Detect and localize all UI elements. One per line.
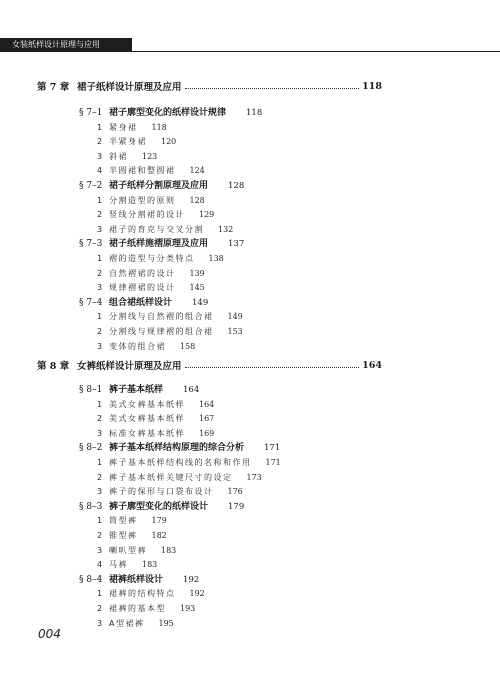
item-title: 斜裙 [109,151,128,161]
item-gap [128,150,142,164]
item-title: 马裤 [109,560,128,570]
list-item [97,267,205,281]
section-gap [208,179,228,193]
list-item [97,514,167,528]
item-gap [166,340,180,354]
chapter-heading [37,357,382,373]
item-number: 3 [97,428,103,438]
item-number: 2 [97,210,103,220]
item-page: 153 [227,327,243,336]
item-page: 183 [142,560,158,570]
section-heading [79,441,280,455]
item-page: 167 [199,414,215,424]
section-gap [163,573,183,587]
item-page: 195 [158,618,174,628]
section-number: § 8–3 [79,501,103,512]
chapter-number: 第 8 章 [37,361,70,372]
list-item [97,135,176,149]
item-gap [252,456,266,470]
item-gap [176,164,190,178]
list-item [97,587,205,601]
section-gap [226,106,246,120]
section-page: 164 [183,385,200,395]
item-gap [176,587,190,601]
section-page: 137 [228,239,245,250]
section-title: 组合裙纸样设计 [109,297,173,308]
section-page: 192 [183,574,200,585]
section-gap [244,441,264,455]
item-title: 裤子基本纸样结构线的名称和作用 [109,458,252,467]
item-page: 145 [189,283,205,293]
list-item [97,617,174,631]
section-page: 149 [192,297,209,308]
list-item [97,325,243,339]
item-title: 竖线分割裙的设计 [109,210,185,220]
list-item [97,208,214,222]
list-item [97,340,195,354]
item-gap [138,529,152,543]
item-page: 192 [189,589,205,599]
chapter-number: 第 7 章 [37,82,70,93]
item-number: 1 [97,312,103,322]
section-gap [172,296,192,310]
item-number: 1 [97,516,103,526]
item-title: 筒型裤 [109,516,138,526]
list-item [97,529,167,543]
item-page: 118 [151,122,167,132]
item-gap [214,485,228,499]
item-title: 分割线与自然褶的组合裙 [109,312,214,322]
item-gap [176,194,190,208]
item-title: 褶的造型与分类特点 [109,254,195,263]
item-page: 171 [265,458,281,467]
item-gap [138,121,152,135]
item-title: A型裙裤 [109,618,145,628]
running-header-title: 女装纸样设计原理与应用 [12,40,100,49]
item-title: 紧身裙 [109,122,138,132]
item-page: 179 [151,516,167,526]
item-gap [128,558,142,572]
section-title: 裙子廓型变化的纸样设计规律 [109,108,227,118]
item-page: 129 [199,210,215,220]
item-number: 2 [97,604,103,613]
section-title: 裤子基本纸样 [109,385,164,395]
item-number: 3 [97,283,103,293]
chapter-heading [37,78,382,94]
item-page: 158 [180,341,196,351]
item-gap [147,544,161,558]
list-item [97,281,205,295]
page-number: 004 [38,627,61,641]
item-number: 3 [97,618,103,628]
dot-leader [185,87,360,89]
item-number: 1 [97,458,103,467]
item-title: 裙子的育克与交叉分割 [109,224,204,234]
item-title: 标准女裤基本纸样 [109,428,185,438]
item-page: 176 [227,487,243,497]
item-title: 半圆裙和整圆裙 [109,166,176,176]
item-page: 164 [199,399,215,409]
item-gap [195,252,209,266]
item-page: 132 [218,224,234,234]
item-gap [166,602,180,616]
section-number: § 8–1 [79,385,103,395]
list-item [97,121,167,135]
section-heading [79,237,244,251]
section-heading [79,179,244,193]
list-item [97,223,233,237]
item-title: 变体的组合裙 [109,341,166,351]
item-gap [185,427,199,441]
section-heading [79,296,208,310]
section-number: § 7–2 [79,181,103,191]
item-page: 139 [189,268,205,278]
item-gap [144,617,158,631]
item-title: 自然褶裙的设计 [109,268,176,278]
section-heading [79,383,199,397]
list-item [97,471,262,485]
section-gap [163,383,183,397]
item-title: 锥型裤 [109,531,138,540]
chapter-page: 118 [362,80,382,92]
chapter-title: 裙子纸样设计原理及应用 [77,82,182,93]
item-page: 138 [208,254,224,263]
item-gap [185,398,199,412]
section-title: 裙子纸样分割原理及应用 [109,181,209,191]
item-number: 1 [97,122,103,132]
section-page: 171 [264,443,281,454]
item-page: 149 [227,312,243,322]
item-number: 3 [97,545,103,555]
list-item [97,558,157,572]
list-item [97,398,214,412]
item-title: 分割线与规律褶的组合裙 [109,327,214,336]
section-page: 118 [246,108,263,118]
list-item [97,485,243,499]
list-item [97,164,205,178]
item-title: 裤子的保形与口袋布设计 [109,487,214,497]
item-title: 半紧身裙 [109,137,147,147]
item-number: 3 [97,487,103,497]
item-gap [214,310,228,324]
item-title: 裙裤的基本型 [109,604,166,613]
item-number: 4 [97,560,103,570]
item-number: 2 [97,472,103,482]
item-title: 喇叭型裤 [109,545,147,555]
item-number: 2 [97,531,103,540]
section-number: § 7–4 [79,297,103,308]
item-number: 4 [97,166,103,176]
dot-leader [185,366,360,368]
item-page: 183 [161,545,177,555]
item-number: 1 [97,254,103,263]
item-page: 123 [142,151,158,161]
item-title: 裤子基本纸样关键尺寸的设定 [109,472,233,482]
item-page: 182 [151,531,167,540]
list-item [97,252,224,266]
list-item [97,544,176,558]
item-number: 1 [97,195,103,205]
list-item [97,310,243,324]
list-item [97,427,214,441]
section-gap [208,500,228,514]
item-page: 193 [180,604,196,613]
section-heading [79,106,262,120]
item-gap [147,135,161,149]
item-number: 1 [97,589,103,599]
section-title: 裙子纸样施褶原理及应用 [109,239,209,250]
item-number: 2 [97,268,103,278]
list-item [97,150,157,164]
item-number: 3 [97,224,103,234]
section-number: § 7–1 [79,108,103,118]
item-page: 169 [199,428,215,438]
item-gap [176,267,190,281]
list-item [97,412,214,426]
list-item [97,456,281,470]
section-page: 128 [228,181,245,191]
chapter-title: 女裤纸样设计原理及应用 [77,361,182,372]
chapter-page: 164 [362,359,382,371]
item-title: 裙裤的结构特点 [109,589,176,599]
list-item [97,194,205,208]
item-number: 3 [97,151,103,161]
item-title: 美式女裤基本纸样 [109,399,185,409]
section-heading [79,573,199,587]
section-title: 裤子廓型变化的纸样设计 [109,501,209,512]
item-number: 1 [97,399,103,409]
item-page: 173 [246,472,262,482]
item-gap [204,223,218,237]
section-number: § 7–3 [79,239,103,250]
section-number: § 8–4 [79,574,103,585]
item-page: 124 [189,166,205,176]
item-gap [176,281,190,295]
item-page: 120 [161,137,177,147]
section-title: 裙裤纸样设计 [109,574,164,585]
list-item [97,602,195,616]
item-page: 128 [189,195,205,205]
item-gap [185,208,199,222]
item-number: 2 [97,137,103,147]
section-heading [79,500,244,514]
item-number: 3 [97,341,103,351]
section-number: § 8–2 [79,443,103,454]
section-page: 179 [228,501,245,512]
item-title: 分割造型的原则 [109,195,176,205]
item-gap [138,514,152,528]
item-gap [214,325,228,339]
section-gap [208,237,228,251]
item-title: 美式女裤基本纸样 [109,414,185,424]
item-number: 2 [97,414,103,424]
item-number: 2 [97,327,103,336]
section-title: 裤子基本纸样结构原理的综合分析 [109,443,245,454]
item-gap [185,412,199,426]
item-gap [233,471,247,485]
item-title: 规律褶裙的设计 [109,283,176,293]
